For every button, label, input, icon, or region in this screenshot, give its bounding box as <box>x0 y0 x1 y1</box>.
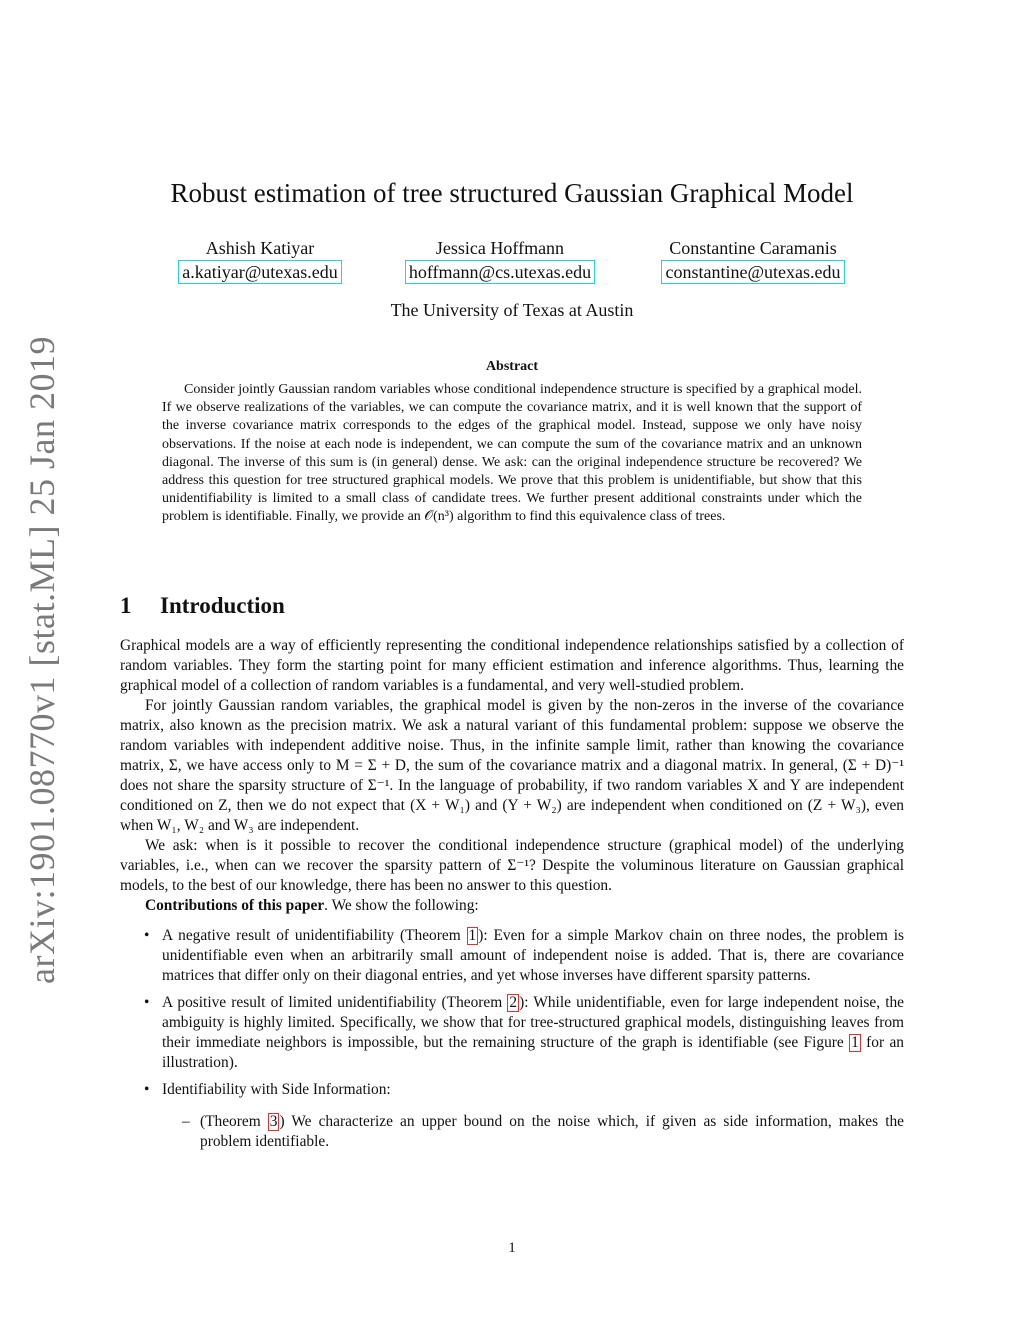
author-1 <box>165 236 355 284</box>
author-3 <box>640 236 866 284</box>
paragraph: Graphical models are a way of efficiently representing the conditional independence relationships satisfied by a collection of random variables. They form the starting point for many efficient estimation and inference algorithms. Thus, learning the graphical model of a collection of random variables is a fundamental, and very well-studied problem. <box>120 637 904 694</box>
paper-title: Robust estimation of tree structured Gaussian Graphical Model <box>170 178 854 208</box>
author-name: Jessica Hoffmann <box>435 238 565 258</box>
paragraph: For jointly Gaussian random variables, the graphical model is given by the non-zeros in the inverse of the covariance matrix, also known as the precision matrix. We ask a natural variant of this fundamental problem: suppose we observe the random variables with independent additive noise. Thus, in the infinite sample limit, rather than knowing the covariance matrix, Σ, we have access only to M = Σ + D, the sum of the covariance matrix and a diagonal matrix. In general, (Σ + D)⁻¹ does not share the sparsity structure of Σ⁻¹. In the language of probability, if two random variables X and Y are independent conditioned on Z, then we do not expect that (X + W₁) and (Y + W₂) are independent when conditioned on (Z + W₃), even when W₁, W₂ and W₃ are independent. <box>120 697 904 834</box>
introduction-body <box>120 636 904 1159</box>
bullet-text: for an illustration). <box>162 1034 905 1071</box>
contributions-list <box>120 926 904 1152</box>
theorem-ref-link[interactable]: 2 <box>509 994 518 1011</box>
section-title: Introduction <box>160 593 285 618</box>
author-email-link[interactable]: hoffmann@cs.utexas.edu <box>405 260 595 284</box>
list-item <box>120 993 904 1073</box>
author-email-link[interactable]: constantine@utexas.edu <box>661 260 844 284</box>
bullet-text: Identifiability with Side Information: <box>162 1081 391 1098</box>
arxiv-identifier: arXiv:1901.08770v1 [stat.ML] 25 Jan 2019 <box>22 336 62 984</box>
bullet-text: ) We characterize an upper bound on the noise which, if given as side information, makes the problem identifiable. <box>200 1113 905 1150</box>
sub-list-item <box>162 1112 904 1152</box>
theorem-ref-link[interactable]: 1 <box>468 927 477 944</box>
contributions-lead: . We show the following: <box>324 897 479 914</box>
author-name: Ashish Katiyar <box>205 238 315 258</box>
bullet-text: (Theorem <box>200 1113 268 1130</box>
contributions-paragraph <box>120 896 904 916</box>
bullet-text: ): While unidentifiable, even for large independent noise, the ambiguity is highly limited. Specifically, we show that for tree-structured graphical models, distinguishing leaves from their immediate neighbors is impossible, but the remaining structure of the graph is identifiable (see Figure <box>162 994 904 1051</box>
figure-ref-link[interactable]: 1 <box>851 1034 859 1051</box>
theorem-ref-link[interactable]: 3 <box>269 1113 278 1130</box>
author-email-link[interactable]: a.katiyar@utexas.edu <box>178 260 342 284</box>
bullet-text: A negative result of unidentifiability (Theorem <box>162 927 467 944</box>
sub-list <box>162 1112 904 1152</box>
abstract-text: Consider jointly Gaussian random variables whose conditional independence structure is specified by a graphical model. If we observe realizations of the variables, we can compute the covariance matrix, and it is well known that the support of the inverse covariance matrix corresponds to the edges of the graphical model. Instead, suppose we only have noisy observations. If the noise at each node is independent, we can compute the sum of the covariance matrix and an unknown diagonal. The inverse of this sum is (in general) dense. We ask: can the original independence structure be recovered? We address this question for tree structured graphical models. We prove that this problem is unidentifiable, but show that this unidentifiability is limited to a small class of candidate trees. We further present additional constraints under which the problem is identifiable. Finally, we provide an 𝒪(n³) algorithm to find this equivalence class of trees. <box>162 382 862 525</box>
affiliation: The University of Texas at Austin <box>390 300 634 320</box>
section-heading <box>120 593 285 619</box>
bullet-text: ): Even for a simple Markov chain on three nodes, the problem is unidentifiable even when an arbitrarily small amount of independent noise is added. That is, there are covariance matrices that differ only on their diagonal entries, and yet whose inverses have different sparsity patterns. <box>162 927 904 984</box>
author-2 <box>390 236 610 284</box>
abstract-heading: Abstract <box>485 359 539 374</box>
section-number: 1 <box>120 593 132 618</box>
page-number: 1 <box>508 1240 516 1256</box>
list-item <box>120 1080 904 1152</box>
author-block <box>0 236 1024 296</box>
list-item <box>120 926 904 986</box>
contributions-heading: Contributions of this paper <box>145 897 325 914</box>
paragraph: We ask: when is it possible to recover the conditional independence structure (graphical model) of the underlying variables, i.e., when can we recover the sparsity pattern of Σ⁻¹? Despite the voluminous literature on Gaussian graphical models, to the best of our knowledge, there has been no answer to this question. <box>120 837 904 894</box>
bullet-text: A positive result of limited unidentifiability (Theorem <box>162 994 508 1011</box>
author-name: Constantine Caramanis <box>669 238 837 258</box>
